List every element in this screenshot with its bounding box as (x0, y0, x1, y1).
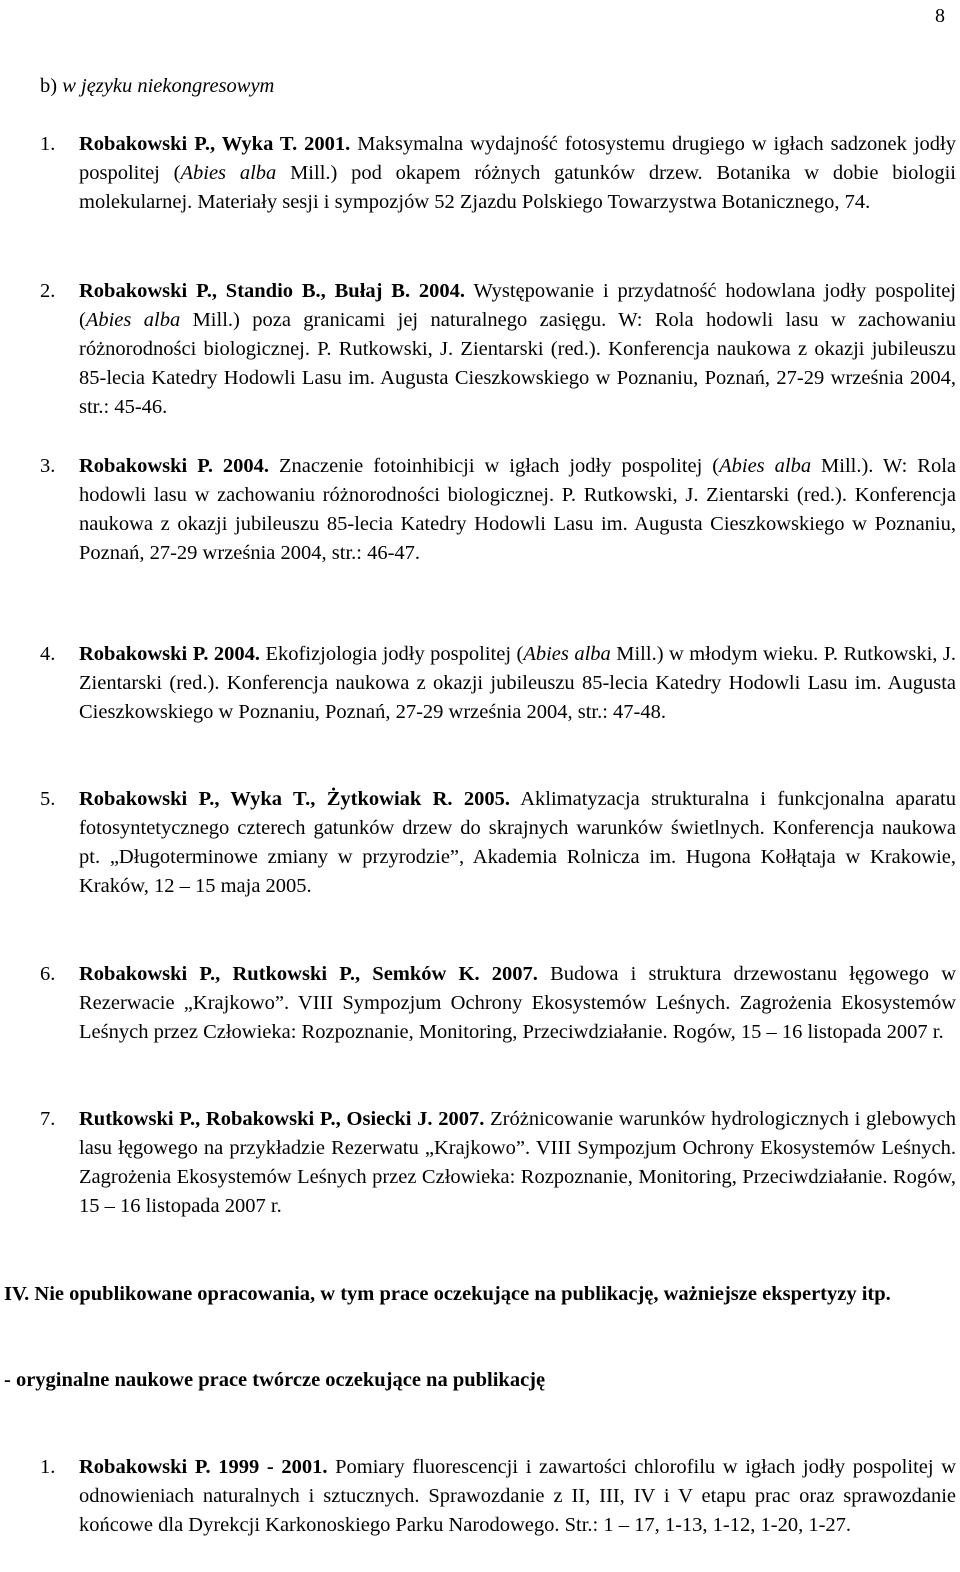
entry-text: Budowa i struktura drzewostanu łęgowego w Rezerwacie „Krajkowo”. VIII Sympozjum Ochrony Ekosystemów Leśnych. Zagrożenia Ekosystemów Leśnych przez Człowieka: Rozpoznanie, Monitoring, Przeciwdziałanie. Rogów, 15 – 16 listopada 2007 r. (79, 963, 956, 1043)
entry-text: Mill.) pod okapem różnych gatunków drzew. Botanika w dobie biologii molekularnej. Materiały sesji i sympozjów 52 Zjazdu Polskiego Towarzystwa Botanicznego, 74. (79, 162, 956, 213)
entry-species: Abies alba (719, 455, 812, 477)
entry-number: 1. (40, 1456, 56, 1478)
entry-text: Pomiary fluorescencji i zawartości chlorofilu w igłach jodły pospolitej w odnowieniach naturalnych i sztucznych. Sprawozdanie z II, III, IV i V etapu prac oraz sprawozdanie końcowe dla Dyrekcji Karkonoskiego Parku Narodowego. Str.: 1 – 17, 1-13, 1-12, 1-20, 1-27. (79, 1456, 956, 1536)
entry-number: 3. (40, 455, 56, 477)
entry-authors: Robakowski P. 2004. (79, 455, 270, 477)
entry-authors: Robakowski P. 2004. (79, 643, 261, 665)
publication-entry (40, 452, 956, 568)
entry-text: Znaczenie fotoinhibicji w igłach jodły pospolitej ( (269, 455, 720, 477)
entry-text: Aklimatyzacja strukturalna i funkcjonalna aparatu fotosyntetycznego czterech gatunków drzew do skrajnych warunków świetlnych. Konferencja naukowa pt. „Długoterminowe zmiany w przyrodzie”, Akademia Rolnicza im. Hugona Kołłątaja w Krakowie, Kraków, 12 – 15 maja 2005. (79, 788, 956, 897)
entry-authors: Robakowski P., Standio B., Bułaj B. 2004. (79, 280, 466, 302)
entry-text: Ekofizjologia jodły pospolitej ( (260, 643, 524, 665)
publication-entry (40, 960, 956, 1047)
entry-number: 5. (40, 788, 56, 810)
entry-text: Mill.). W: Rola hodowli lasu w zachowaniu różnorodności biologicznej. P. Rutkowski, J. Zientarski (red.). Konferencja naukowa z okazji jubileuszu 85-lecia Katedry Hodowli Lasu im. Augusta Cieszkowskiego w Poznaniu, Poznań, 27-29 września 2004, str.: 46-47. (79, 455, 956, 564)
entry-authors: Robakowski P. 1999 - 2001. (79, 1456, 328, 1478)
entry-species: Abies alba (523, 643, 611, 665)
publication-entry (40, 277, 956, 422)
entry-number: 1. (40, 133, 56, 155)
entry-text: Mill.) w młodym wieku. P. Rutkowski, J. Zientarski (red.). Konferencja naukowa z okazji jubileuszu 85-lecia Katedry Hodowli Lasu im. Augusta Cieszkowskiego w Poznaniu, Poznań, 27-29 września 2004, str.: 47-48. (79, 643, 956, 723)
publication-entry (40, 785, 956, 901)
entry-text: Mill.) poza granicami jej naturalnego zasięgu. W: Rola hodowli lasu w zachowaniu różnorodności biologicznej. P. Rutkowski, J. Zientarski (red.). Konferencja naukowa z okazji jubileuszu 85-lecia Katedry Hodowli Lasu im. Augusta Cieszkowskiego w Poznaniu, Poznań, 27-29 września 2004, str.: 45-46. (79, 309, 956, 418)
entry-number: 7. (40, 1108, 56, 1130)
entry-authors: Robakowski P., Wyka T. 2001. (79, 133, 351, 155)
entry-species: Abies alba (85, 309, 181, 331)
entry-authors: Robakowski P., Wyka T., Żytkowiak R. 2005. (79, 788, 511, 810)
page-number: 8 (935, 5, 945, 27)
entry-text: Maksymalna wydajność fotosystemu drugiego w igłach sadzonek jodły pospolitej ( (79, 133, 956, 184)
section-title-text: w języku niekongresowym (62, 75, 275, 97)
entry-text: Zróżnicowanie warunków hydrologicznych i glebowych lasu łęgowego na przykładzie Rezerwatu „Krajkowo”. VIII Sympozjum Ochrony Ekosystemów Leśnych. Zagrożenia Ekosystemów Leśnych przez Człowieka: Rozpoznanie, Monitoring, Przeciwdziałanie. Rogów, 15 – 16 listopada 2007 r. (79, 1108, 956, 1217)
entry-text: Występowanie i przydatność hodowlana jodły pospolitej ( (79, 280, 956, 331)
entry-species: Abies alba (180, 162, 277, 184)
entry-number: 2. (40, 280, 56, 302)
publication-entry (40, 640, 956, 727)
section-prefix: b) (40, 75, 63, 97)
section-title (40, 72, 274, 101)
publication-entry (40, 1105, 956, 1221)
publication-entry (40, 130, 956, 217)
entry-authors: Rutkowski P., Robakowski P., Osiecki J. 2007. (79, 1108, 485, 1130)
entry-authors: Robakowski P., Rutkowski P., Semków K. 2007. (79, 963, 538, 985)
entry-number: 6. (40, 963, 56, 985)
entry-number: 4. (40, 643, 56, 665)
subsection-heading: - oryginalne naukowe prace twórcze oczekujące na publikację (4, 1369, 546, 1391)
unpublished-entry (40, 1453, 956, 1540)
section-heading: IV. Nie opublikowane opracowania, w tym prace oczekujące na publikację, ważniejsze ekspertyzy itp. (4, 1283, 891, 1305)
